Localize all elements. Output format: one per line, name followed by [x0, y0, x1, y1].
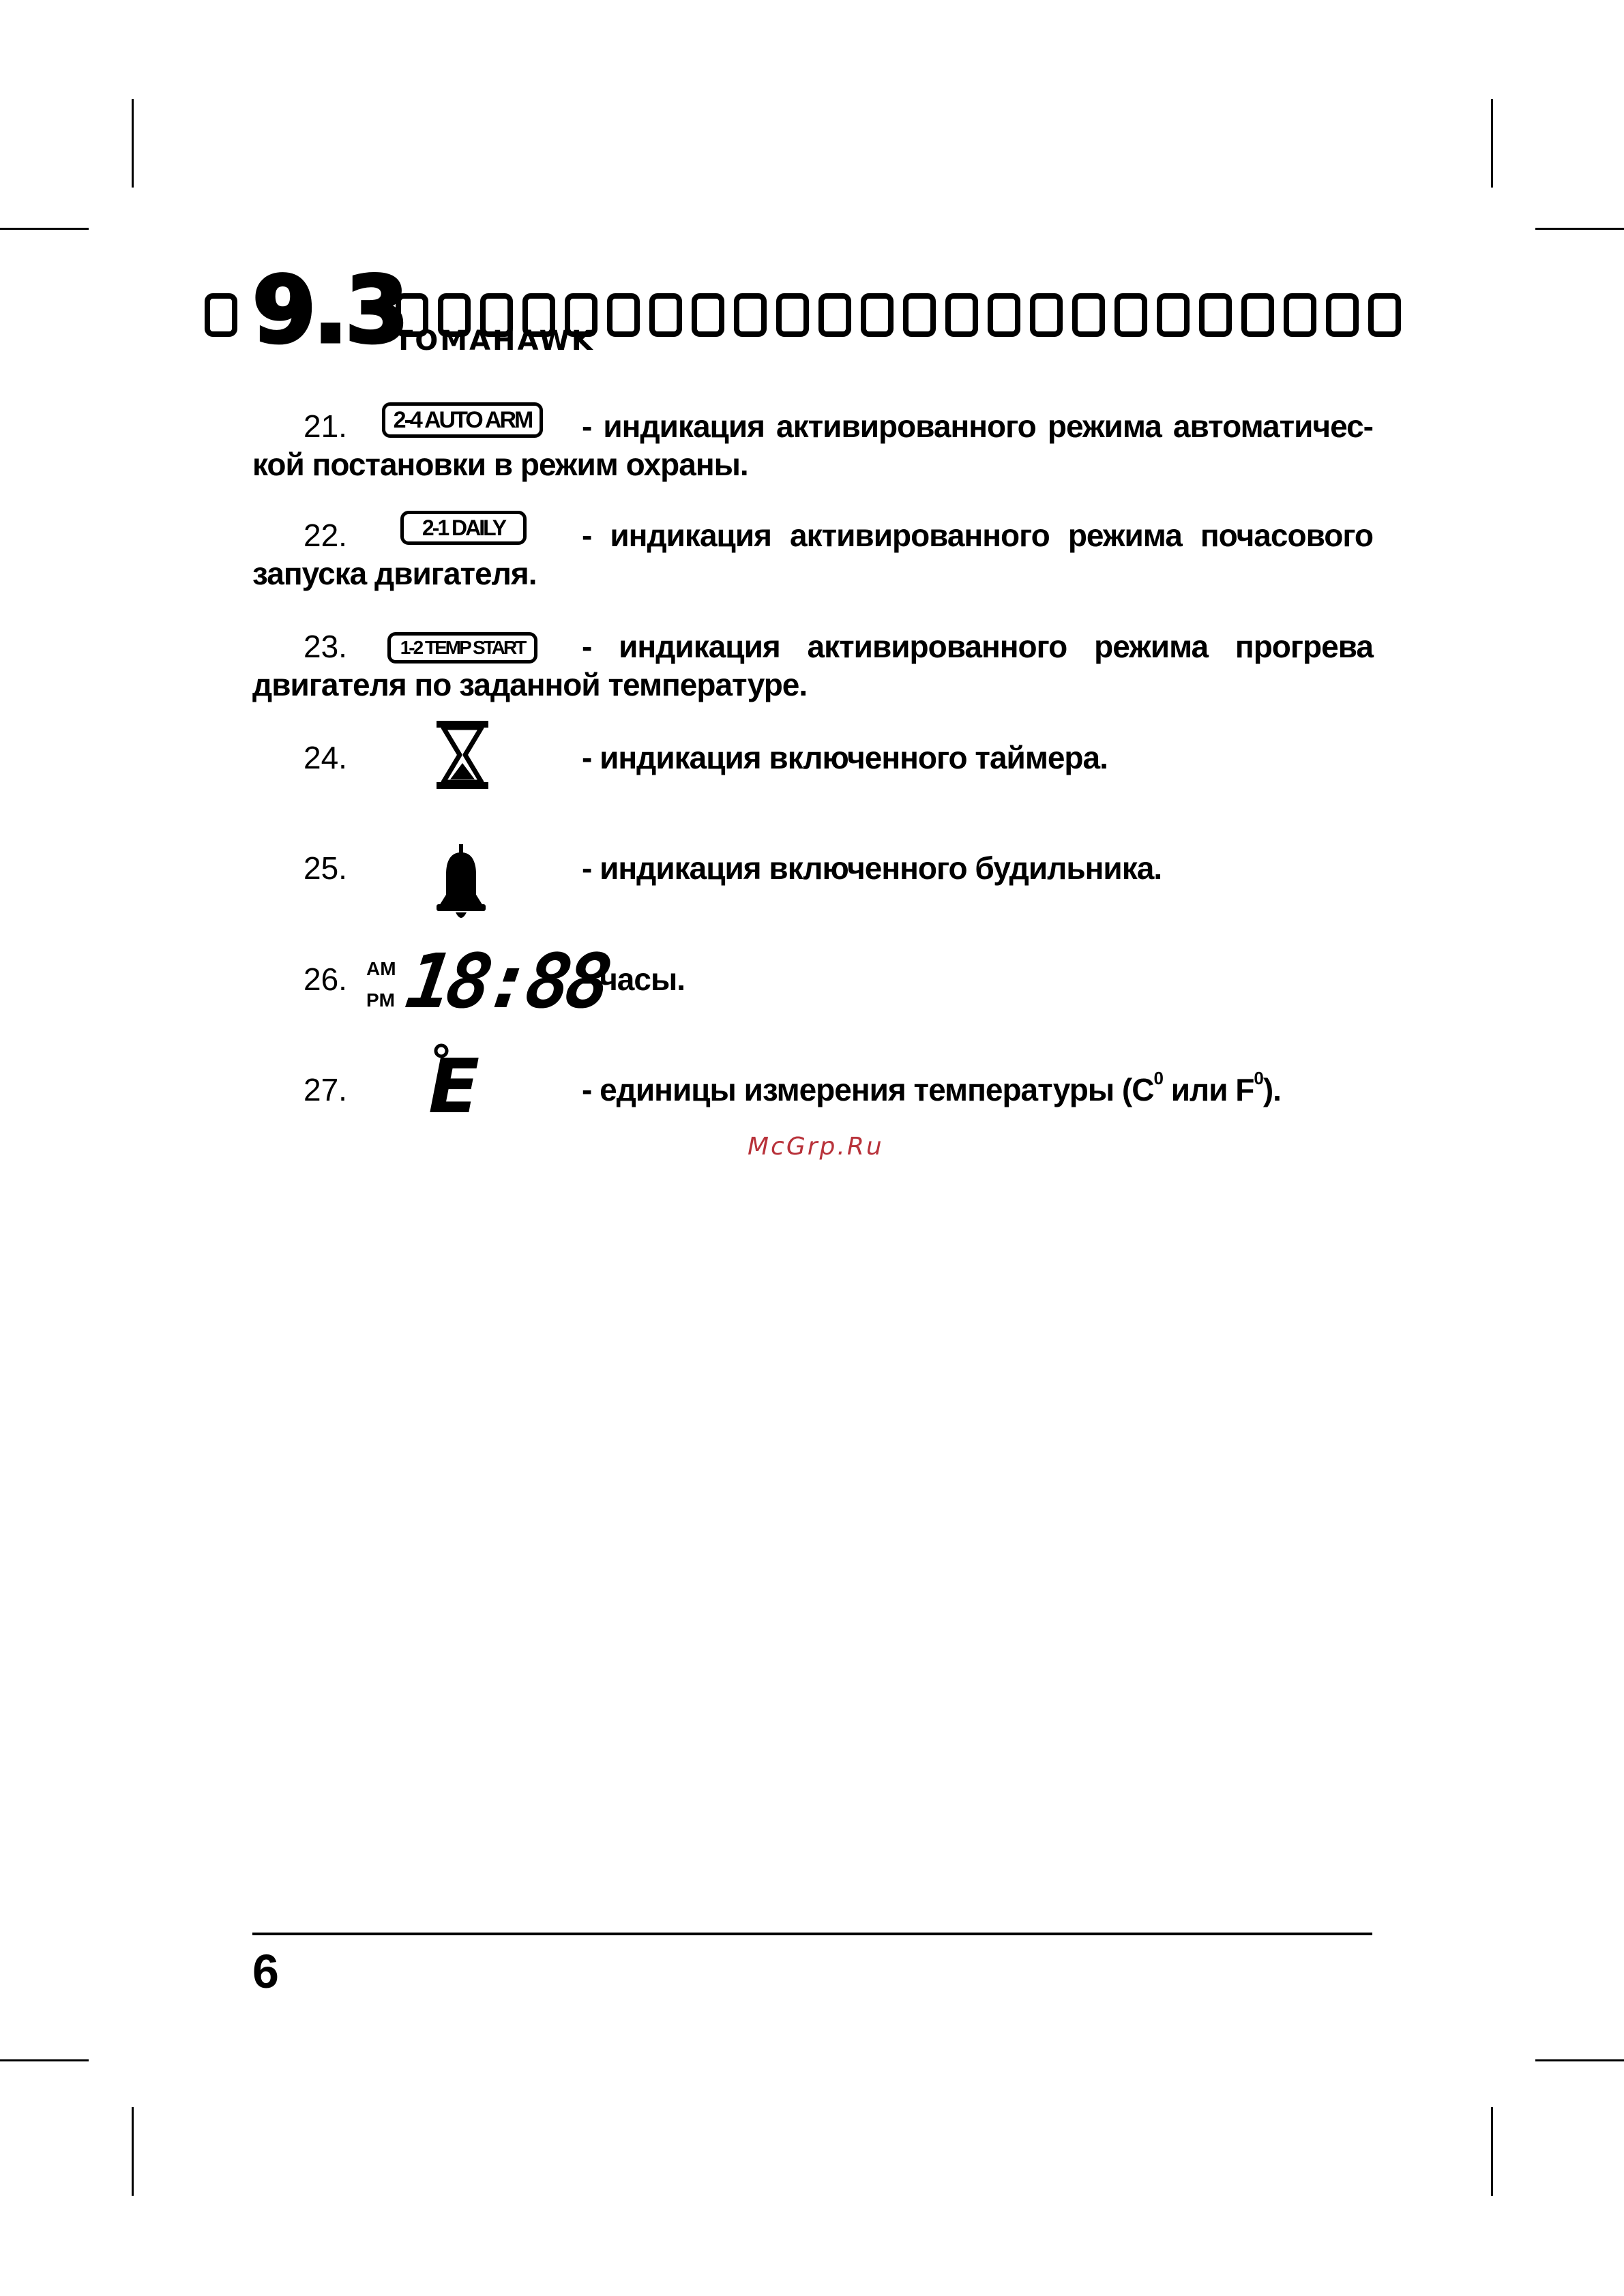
temp-start-badge: 1-2 TEMP START: [387, 632, 537, 664]
header-box: [776, 293, 809, 337]
entry-number: 27.: [304, 1072, 347, 1107]
watermark: McGrp.Ru: [748, 1133, 884, 1161]
brand-name: TOMAHAWK: [394, 325, 595, 357]
entry-number: 25.: [304, 850, 347, 886]
entry-description-continued: запуска двигателя.: [252, 556, 537, 591]
entry-description: - индикация активированного режима автоматичес-: [582, 408, 1373, 444]
header-box: [861, 293, 894, 337]
entry-description-continued: двигателя по заданной температуре.: [252, 667, 808, 702]
header-box: [1114, 293, 1147, 337]
superscript-degree: 0: [1254, 1068, 1263, 1088]
text-segment: или F: [1162, 1072, 1254, 1107]
entry-description: - индикация активированного режима прогрева: [582, 629, 1373, 664]
entry-number: 21.: [304, 408, 347, 444]
entry-description: - индикация включенного таймера.: [582, 740, 1108, 775]
hourglass-icon: [434, 719, 491, 790]
header-box: [1030, 293, 1063, 337]
pm-label: PM: [366, 989, 395, 1011]
header-box: [1284, 293, 1316, 337]
header-box: [1368, 293, 1401, 337]
crop-mark-bottom-right-vertical: [1491, 2107, 1493, 2196]
footer-rule: [252, 1933, 1372, 1935]
crop-mark-bottom-right-horizontal: [1535, 2059, 1624, 2061]
model-number: 9.3: [252, 257, 407, 363]
header-box: [649, 293, 682, 337]
am-label: AM: [366, 958, 396, 979]
crop-mark-top-left-vertical: [132, 99, 134, 188]
header-box: [903, 293, 936, 337]
auto-arm-badge: 2-4 AUTO ARM: [382, 402, 543, 438]
text-segment: - единицы измерения температуры (C: [582, 1072, 1154, 1107]
entry-number: 24.: [304, 740, 347, 775]
crop-mark-bottom-left-vertical: [132, 2107, 134, 2196]
header-box: [1326, 293, 1359, 337]
temperature-unit-display: [428, 1042, 483, 1131]
header-box: [1157, 293, 1190, 337]
header-box: [607, 293, 640, 337]
crop-mark-bottom-left-horizontal: [0, 2059, 89, 2061]
header-box: [988, 293, 1020, 337]
crop-mark-top-right-horizontal: [1535, 228, 1624, 230]
entry-description-continued: кой постановки в режим охраны.: [252, 447, 748, 482]
entry-description: - часы.: [582, 961, 685, 997]
header-box: [692, 293, 724, 337]
crop-mark-top-left-horizontal: [0, 228, 89, 230]
header-box: [734, 293, 767, 337]
bell-icon: [435, 844, 487, 923]
entry-number: 23.: [304, 629, 347, 664]
clock-digits: 18:88: [401, 938, 612, 1025]
header-box: [1199, 293, 1232, 337]
temperature-unit-char: E: [428, 1043, 480, 1130]
header-box: [818, 293, 851, 337]
page-header: [205, 257, 1432, 363]
superscript-degree: 0: [1153, 1068, 1163, 1088]
crop-mark-top-right-vertical: [1491, 99, 1493, 188]
entry-description: - индикация активированного режима почасового: [582, 518, 1373, 553]
entry-description: [582, 1068, 1373, 1109]
entry-description: - индикация включенного будильника.: [582, 850, 1162, 886]
header-box: [1072, 293, 1105, 337]
daily-badge: 2-1 DAILY: [400, 511, 527, 545]
text-segment: ).: [1263, 1072, 1281, 1107]
am-pm-indicator: [366, 953, 396, 1016]
header-box: [945, 293, 978, 337]
entry-number: 22.: [304, 518, 347, 553]
header-box: [205, 293, 237, 337]
header-box: [1241, 293, 1274, 337]
entry-number: 26.: [304, 961, 347, 997]
page-number: 6: [252, 1945, 279, 1998]
